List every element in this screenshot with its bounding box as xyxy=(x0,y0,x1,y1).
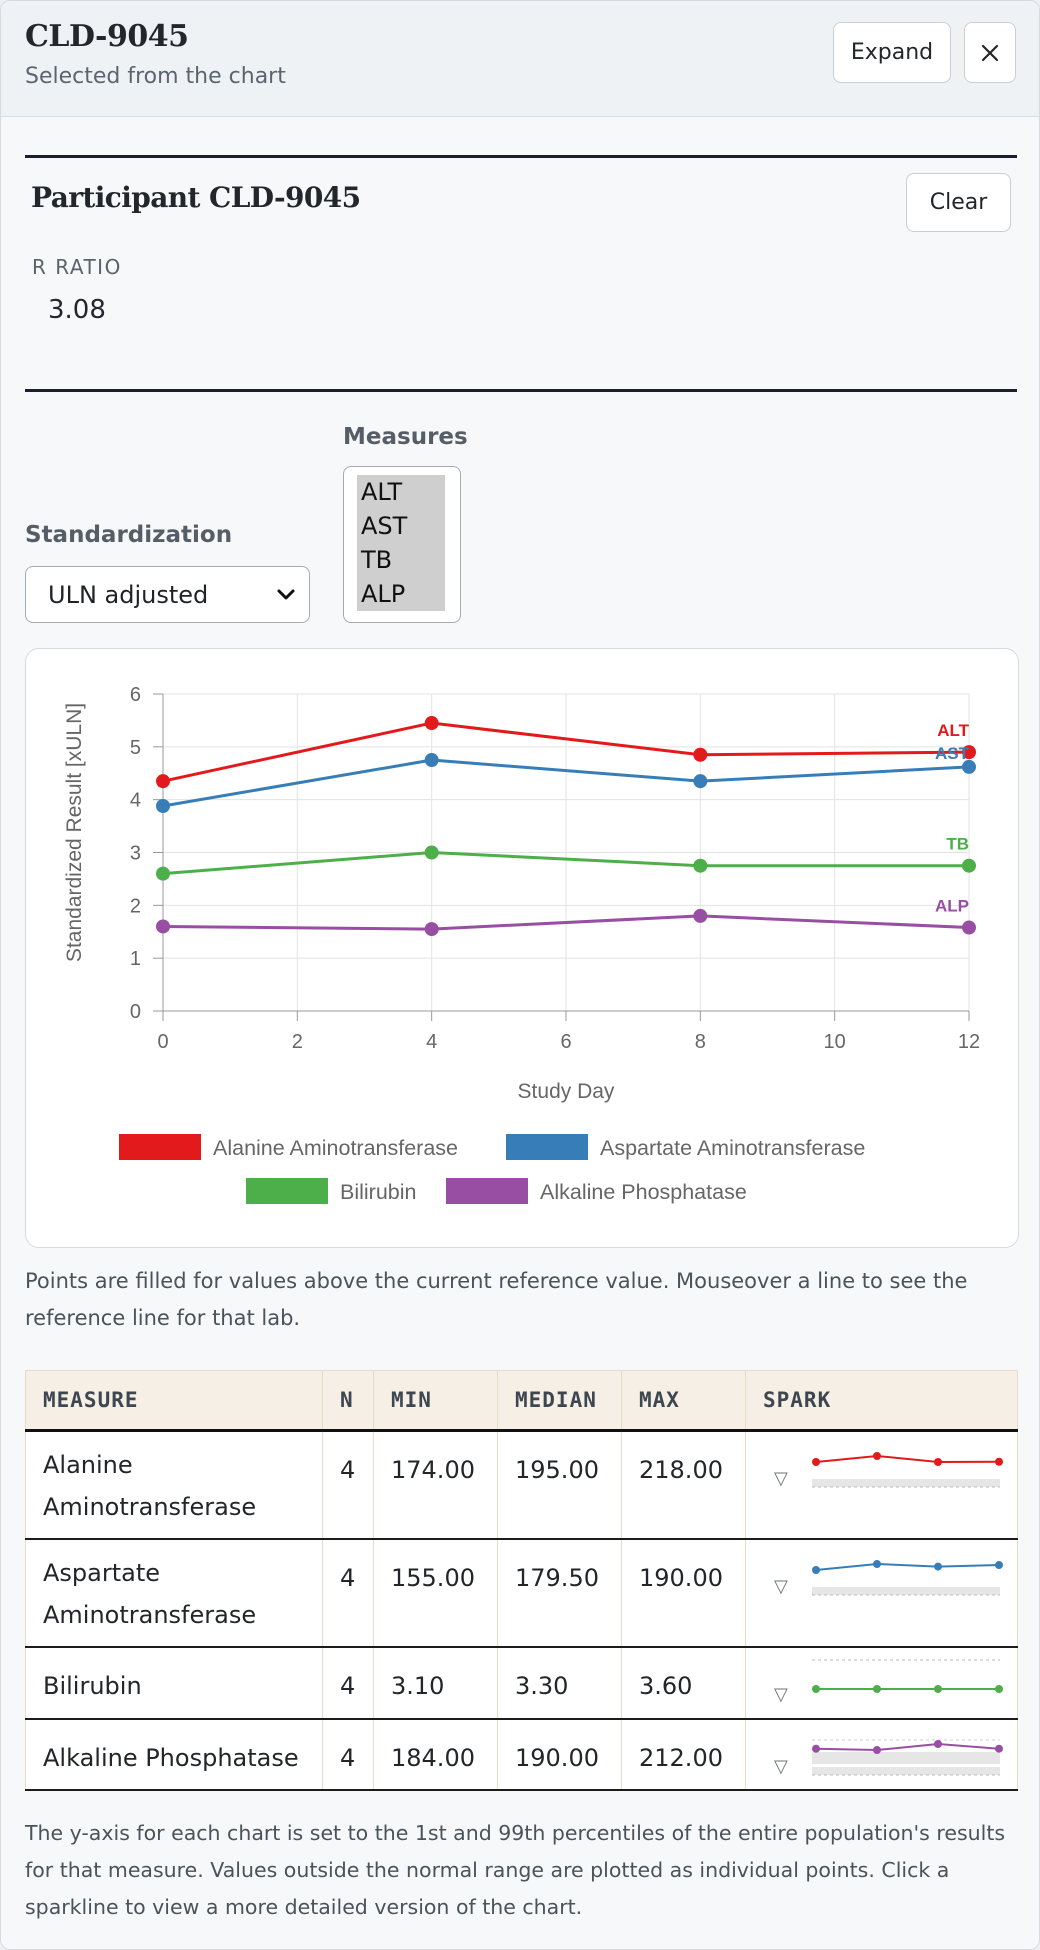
n-cell: 4 xyxy=(323,1539,374,1647)
max-cell: 212.00 xyxy=(622,1719,746,1790)
sparkline-point[interactable] xyxy=(995,1745,1003,1753)
median-cell: 3.30 xyxy=(498,1647,622,1719)
max-cell: 3.60 xyxy=(622,1647,746,1719)
r-ratio-value: 3.08 xyxy=(48,295,106,325)
sparkline-point[interactable] xyxy=(934,1458,942,1466)
legend-swatch[interactable] xyxy=(506,1134,588,1160)
sparkline-line[interactable] xyxy=(816,1456,999,1462)
table-row xyxy=(26,1539,1018,1647)
table-row xyxy=(26,1647,1018,1719)
x-tick-label: 8 xyxy=(694,1031,706,1053)
sparkline[interactable] xyxy=(804,1440,1004,1500)
series-point[interactable] xyxy=(693,774,707,788)
standardization-value: ULN adjusted xyxy=(48,580,209,609)
legend-swatch[interactable] xyxy=(446,1178,528,1204)
legend-swatch[interactable] xyxy=(119,1134,201,1160)
series-end-label: ALT xyxy=(937,721,969,741)
median-cell: 195.00 xyxy=(498,1431,622,1540)
clear-button[interactable]: Clear xyxy=(906,173,1011,232)
x-tick-label: 0 xyxy=(157,1031,169,1053)
triangle-icon[interactable]: ▽ xyxy=(774,1576,788,1597)
legend-label[interactable]: Alanine Aminotransferase xyxy=(213,1136,459,1160)
triangle-icon[interactable]: ▽ xyxy=(774,1684,788,1705)
series-point[interactable] xyxy=(962,859,976,873)
sparkline-point[interactable] xyxy=(812,1566,820,1574)
series-point[interactable] xyxy=(693,859,707,873)
lab-chart-card xyxy=(25,648,1019,1248)
n-cell: 4 xyxy=(323,1431,374,1540)
median-cell: 179.50 xyxy=(498,1539,622,1647)
r-ratio-label: R RATIO xyxy=(32,255,122,279)
x-tick-label: 2 xyxy=(291,1031,303,1053)
sparkline-point[interactable] xyxy=(995,1685,1003,1693)
chart-note: Points are filled for values above the current reference value. Mouseover a line to see the reference line for that lab. xyxy=(25,1269,968,1330)
sparkline[interactable] xyxy=(804,1728,1004,1788)
min-cell: 3.10 xyxy=(374,1647,498,1719)
expand-button[interactable]: Expand xyxy=(833,22,951,83)
standardization-select[interactable] xyxy=(25,566,310,623)
sparkline-cell[interactable] xyxy=(746,1539,1018,1647)
col-max[interactable]: MAX xyxy=(622,1371,746,1431)
triangle-icon[interactable]: ▽ xyxy=(774,1756,788,1777)
series-point[interactable] xyxy=(156,774,170,788)
panel-title: CLD-9045 xyxy=(25,19,189,54)
series-end-label: TB xyxy=(946,834,969,854)
sparkline-point[interactable] xyxy=(995,1561,1003,1569)
sparkline-point[interactable] xyxy=(934,1685,942,1693)
sparkline-line[interactable] xyxy=(816,1564,999,1570)
table-header-row xyxy=(26,1371,1018,1431)
sparkline-point[interactable] xyxy=(812,1458,820,1466)
sparkline-point[interactable] xyxy=(812,1745,820,1753)
y-tick-label: 1 xyxy=(129,948,141,971)
max-cell: 218.00 xyxy=(622,1431,746,1540)
x-tick-label: 6 xyxy=(560,1031,572,1053)
measure-option-alp[interactable]: ALP xyxy=(357,577,445,611)
col-spark[interactable]: SPARK xyxy=(746,1371,1018,1431)
sparkline-point[interactable] xyxy=(873,1452,881,1460)
footer-note: The y-axis for each chart is set to the 1st and 99th percentiles of the entire population's results for that measure. Values outside the normal range are plotted as individual points. Click a sparkline to view a more detailed version of the chart. xyxy=(25,1821,1006,1919)
sparkline-point[interactable] xyxy=(873,1685,881,1693)
sparkline-point[interactable] xyxy=(873,1746,881,1754)
close-icon xyxy=(981,44,999,62)
y-tick-label: 6 xyxy=(129,684,141,706)
measure-cell: Alanine Aminotransferase xyxy=(26,1431,323,1540)
x-tick-label: 10 xyxy=(823,1031,846,1053)
sparkline-cell[interactable] xyxy=(746,1431,1018,1540)
section-divider xyxy=(25,155,1017,158)
sparkline[interactable] xyxy=(804,1548,1004,1608)
panel-header xyxy=(1,1,1039,117)
y-tick-label: 4 xyxy=(129,789,141,812)
section-divider xyxy=(25,389,1017,392)
table-row xyxy=(26,1431,1018,1540)
measure-cell: Bilirubin xyxy=(26,1647,323,1719)
participant-title: Participant CLD-9045 xyxy=(31,181,361,214)
lab-results-chart[interactable] xyxy=(26,649,1018,1247)
sparkline-line[interactable] xyxy=(816,1744,999,1750)
col-n[interactable]: N xyxy=(323,1371,374,1431)
series-point[interactable] xyxy=(693,909,707,923)
col-measure[interactable]: MEASURE xyxy=(26,1371,323,1431)
y-tick-label: 2 xyxy=(129,895,141,918)
series-point[interactable] xyxy=(156,919,170,933)
measure-option-ast[interactable]: AST xyxy=(357,509,445,543)
legend-label[interactable]: Bilirubin xyxy=(340,1180,417,1204)
sparkline-point[interactable] xyxy=(934,1740,942,1748)
series-point[interactable] xyxy=(693,748,707,762)
y-tick-label: 0 xyxy=(129,1001,141,1023)
legend-label[interactable]: Alkaline Phosphatase xyxy=(540,1180,747,1204)
measures-listbox[interactable] xyxy=(343,466,461,623)
n-cell: 4 xyxy=(323,1719,374,1790)
measure-option-tb[interactable]: TB xyxy=(357,543,445,577)
measure-cell: Aspartate Aminotransferase xyxy=(26,1539,323,1647)
legend-label[interactable]: Aspartate Aminotransferase xyxy=(600,1136,866,1160)
normal-range-band xyxy=(812,1752,1000,1764)
max-cell: 190.00 xyxy=(622,1539,746,1647)
triangle-icon[interactable]: ▽ xyxy=(774,1468,788,1489)
measure-cell: Alkaline Phosphatase xyxy=(26,1719,323,1790)
sparkline-point[interactable] xyxy=(934,1563,942,1571)
close-button[interactable] xyxy=(964,22,1016,83)
sparkline-point[interactable] xyxy=(873,1560,881,1568)
series-point[interactable] xyxy=(156,867,170,881)
min-cell: 174.00 xyxy=(374,1431,498,1540)
sparkline-point[interactable] xyxy=(812,1685,820,1693)
standardization-label: Standardization xyxy=(25,522,233,548)
y-tick-label: 5 xyxy=(129,736,141,759)
series-point[interactable] xyxy=(425,753,439,767)
min-cell: 155.00 xyxy=(374,1539,498,1647)
sparkline-point[interactable] xyxy=(995,1458,1003,1466)
sparkline-cell[interactable] xyxy=(746,1719,1018,1790)
series-point[interactable] xyxy=(425,846,439,860)
panel-subtitle: Selected from the chart xyxy=(25,64,286,89)
measures-label: Measures xyxy=(343,424,468,450)
measure-option-alt[interactable]: ALT xyxy=(357,475,445,509)
x-tick-label: 4 xyxy=(426,1031,438,1053)
y-tick-label: 3 xyxy=(129,842,141,865)
col-min[interactable]: MIN xyxy=(374,1371,498,1431)
series-end-label: AST xyxy=(935,743,969,763)
min-cell: 184.00 xyxy=(374,1719,498,1790)
normal-range-band xyxy=(812,1479,1000,1487)
legend-swatch[interactable] xyxy=(246,1178,328,1204)
series-point[interactable] xyxy=(425,922,439,936)
series-point[interactable] xyxy=(425,716,439,730)
median-cell: 190.00 xyxy=(498,1719,622,1790)
table-row xyxy=(26,1719,1018,1790)
series-end-label: ALP xyxy=(935,896,969,916)
col-median[interactable]: MEDIAN xyxy=(498,1371,622,1431)
y-axis-title: Standardized Result [xULN] xyxy=(63,702,86,963)
measures-table xyxy=(25,1370,1018,1791)
series-point[interactable] xyxy=(962,921,976,935)
normal-range-band xyxy=(812,1767,1000,1775)
x-tick-label: 12 xyxy=(957,1031,981,1053)
chevron-down-icon xyxy=(275,583,297,605)
x-axis-title: Study Day xyxy=(517,1080,615,1103)
sparkline-cell[interactable] xyxy=(746,1647,1018,1719)
n-cell: 4 xyxy=(323,1647,374,1719)
series-point[interactable] xyxy=(156,799,170,813)
sparkline[interactable] xyxy=(804,1656,1004,1716)
normal-range-band xyxy=(812,1587,1000,1595)
